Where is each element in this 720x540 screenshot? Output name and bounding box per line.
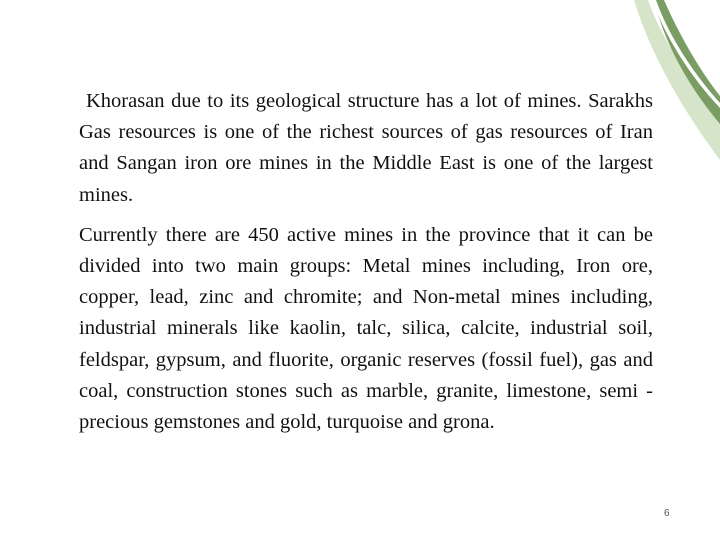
slide-page-number: 6 [664,508,670,519]
paragraph-active-mines: Currently there are 450 active mines in the province that it can be divided into two main groups: Metal mines including, Iron ore, copper, lead, zinc and chromite; and Non-metal mines including, industrial minerals like kaolin, talc, silica, calcite, industrial soil, feldspar, gypsum, and fluorite, organic reserves (fossil fuel), gas and coal, construction stones such as marble, granite, limestone, semi -precious gemstones and gold, turquoise and grona. [79,223,653,434]
slide-body [79,86,653,438]
paragraph-khorasan-mines: Khorasan due to its geological structure has a lot of mines. Sarakhs Gas resources is one of the richest sources of gas resources of Iran and Sangan iron ore mines in the Middle East is one of the largest mines. [79,90,653,206]
